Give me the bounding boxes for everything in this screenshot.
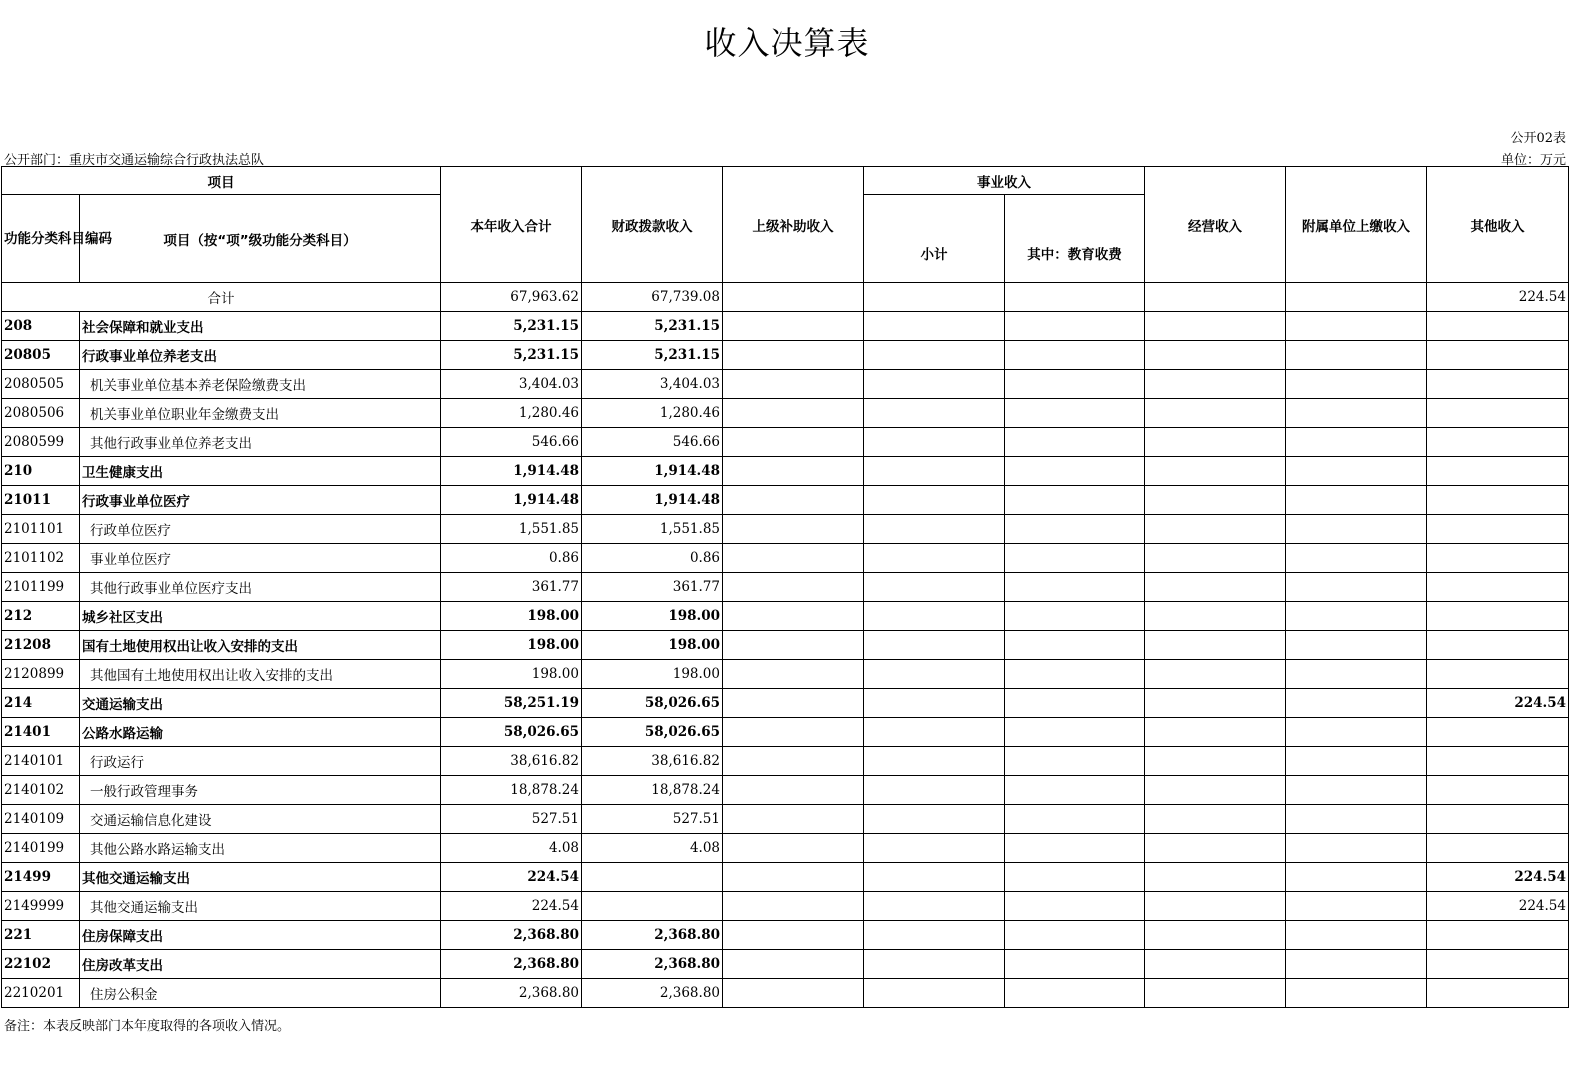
education-cell xyxy=(1005,863,1145,892)
subtotal-cell xyxy=(864,631,1005,660)
total-cell: 2,368.80 xyxy=(441,921,582,950)
fiscal-cell: 58,026.65 xyxy=(582,718,723,747)
other-cell xyxy=(1427,921,1569,950)
subtotal-cell xyxy=(864,602,1005,631)
name-cell: 交通运输支出 xyxy=(80,689,441,718)
table-body xyxy=(2,283,1569,1008)
operating-cell xyxy=(1145,399,1286,428)
table-row xyxy=(2,399,1569,428)
header-subtotal: 小计 xyxy=(864,195,1005,283)
superior-cell xyxy=(723,486,864,515)
header-total: 本年收入合计 xyxy=(441,167,582,283)
fiscal-cell: 198.00 xyxy=(582,660,723,689)
fiscal-cell: 198.00 xyxy=(582,631,723,660)
total-cell: 546.66 xyxy=(441,428,582,457)
education-cell xyxy=(1005,921,1145,950)
operating-cell xyxy=(1145,457,1286,486)
operating-cell xyxy=(1145,747,1286,776)
other-cell xyxy=(1427,718,1569,747)
code-cell: 2080599 xyxy=(2,428,80,457)
table-row xyxy=(2,863,1569,892)
code-cell: 210 xyxy=(2,457,80,486)
name-cell: 行政运行 xyxy=(80,747,441,776)
header-education: 其中：教育收费 xyxy=(1005,195,1145,283)
education-cell xyxy=(1005,312,1145,341)
superior-cell xyxy=(723,979,864,1008)
other-cell xyxy=(1427,979,1569,1008)
superior-cell xyxy=(723,457,864,486)
superior-cell xyxy=(723,805,864,834)
subtotal-cell xyxy=(864,689,1005,718)
revenue-table xyxy=(1,166,1569,1008)
total-cell: 58,026.65 xyxy=(441,718,582,747)
subtotal-cell xyxy=(864,370,1005,399)
code-cell: 21208 xyxy=(2,631,80,660)
operating-cell xyxy=(1145,283,1286,312)
subtotal-cell xyxy=(864,515,1005,544)
subtotal-cell xyxy=(864,544,1005,573)
subtotal-cell xyxy=(864,283,1005,312)
code-cell: 221 xyxy=(2,921,80,950)
superior-cell xyxy=(723,370,864,399)
other-cell xyxy=(1427,834,1569,863)
affiliated-cell xyxy=(1286,805,1427,834)
affiliated-cell xyxy=(1286,544,1427,573)
superior-cell xyxy=(723,747,864,776)
affiliated-cell xyxy=(1286,660,1427,689)
page-title: 收入决算表 xyxy=(704,24,870,62)
total-row xyxy=(2,283,1569,312)
code-cell: 2140199 xyxy=(2,834,80,863)
fiscal-cell: 2,368.80 xyxy=(582,921,723,950)
affiliated-cell xyxy=(1286,631,1427,660)
total-cell: 38,616.82 xyxy=(441,747,582,776)
education-cell xyxy=(1005,370,1145,399)
affiliated-cell xyxy=(1286,863,1427,892)
table-row xyxy=(2,776,1569,805)
affiliated-cell xyxy=(1286,515,1427,544)
footnote: 备注：本表反映部门本年度取得的各项收入情况。 xyxy=(4,1019,291,1034)
affiliated-cell xyxy=(1286,457,1427,486)
fiscal-cell: 3,404.03 xyxy=(582,370,723,399)
fiscal-cell: 5,231.15 xyxy=(582,341,723,370)
other-cell xyxy=(1427,776,1569,805)
superior-cell xyxy=(723,312,864,341)
other-cell xyxy=(1427,660,1569,689)
subtotal-cell xyxy=(864,457,1005,486)
name-cell: 住房保障支出 xyxy=(80,921,441,950)
total-cell: 198.00 xyxy=(441,631,582,660)
code-cell: 2101102 xyxy=(2,544,80,573)
table-row xyxy=(2,805,1569,834)
fiscal-cell: 361.77 xyxy=(582,573,723,602)
table-row xyxy=(2,341,1569,370)
other-cell xyxy=(1427,747,1569,776)
education-cell xyxy=(1005,602,1145,631)
operating-cell xyxy=(1145,689,1286,718)
name-cell: 住房改革支出 xyxy=(80,950,441,979)
total-cell: 1,280.46 xyxy=(441,399,582,428)
education-cell xyxy=(1005,892,1145,921)
table-row xyxy=(2,921,1569,950)
education-cell xyxy=(1005,573,1145,602)
table-row xyxy=(2,457,1569,486)
subtotal-cell xyxy=(864,805,1005,834)
total-cell: 2,368.80 xyxy=(441,979,582,1008)
total-cell: 0.86 xyxy=(441,544,582,573)
fiscal-cell: 38,616.82 xyxy=(582,747,723,776)
other-cell xyxy=(1427,631,1569,660)
name-cell: 国有土地使用权出让收入安排的支出 xyxy=(80,631,441,660)
superior-cell xyxy=(723,544,864,573)
education-cell xyxy=(1005,776,1145,805)
fiscal-cell: 4.08 xyxy=(582,834,723,863)
total-cell: 5,231.15 xyxy=(441,341,582,370)
education-cell xyxy=(1005,399,1145,428)
name-cell: 其他行政事业单位养老支出 xyxy=(80,428,441,457)
code-cell: 2210201 xyxy=(2,979,80,1008)
subtotal-cell xyxy=(864,950,1005,979)
education-cell xyxy=(1005,631,1145,660)
header-business-group: 事业收入 xyxy=(864,167,1145,195)
name-cell: 其他公路水路运输支出 xyxy=(80,834,441,863)
code-cell: 214 xyxy=(2,689,80,718)
fiscal-cell xyxy=(582,892,723,921)
code-cell: 21011 xyxy=(2,486,80,515)
other-cell xyxy=(1427,399,1569,428)
superior-cell xyxy=(723,631,864,660)
affiliated-cell xyxy=(1286,428,1427,457)
fiscal-cell: 0.86 xyxy=(582,544,723,573)
education-cell xyxy=(1005,747,1145,776)
name-cell: 机关事业单位基本养老保险缴费支出 xyxy=(80,370,441,399)
subtotal-cell xyxy=(864,660,1005,689)
education-cell xyxy=(1005,428,1145,457)
subtotal-cell xyxy=(864,399,1005,428)
affiliated-cell xyxy=(1286,312,1427,341)
header-affiliated: 附属单位上缴收入 xyxy=(1286,167,1427,283)
total-cell: 58,251.19 xyxy=(441,689,582,718)
affiliated-cell xyxy=(1286,979,1427,1008)
affiliated-cell xyxy=(1286,718,1427,747)
affiliated-cell xyxy=(1286,747,1427,776)
affiliated-cell xyxy=(1286,573,1427,602)
fiscal-cell: 198.00 xyxy=(582,602,723,631)
affiliated-cell xyxy=(1286,486,1427,515)
other-cell: 224.54 xyxy=(1427,863,1569,892)
operating-cell xyxy=(1145,631,1286,660)
code-cell: 22102 xyxy=(2,950,80,979)
table-row xyxy=(2,718,1569,747)
code-cell: 21401 xyxy=(2,718,80,747)
total-cell: 224.54 xyxy=(441,892,582,921)
fiscal-cell xyxy=(582,863,723,892)
education-cell xyxy=(1005,950,1145,979)
total-label: 合计 xyxy=(2,283,441,312)
other-cell xyxy=(1427,805,1569,834)
superior-cell xyxy=(723,399,864,428)
other-cell xyxy=(1427,370,1569,399)
table-row xyxy=(2,892,1569,921)
affiliated-cell xyxy=(1286,921,1427,950)
fiscal-cell: 2,368.80 xyxy=(582,950,723,979)
superior-cell xyxy=(723,573,864,602)
fiscal-cell: 1,551.85 xyxy=(582,515,723,544)
superior-cell xyxy=(723,892,864,921)
other-cell xyxy=(1427,602,1569,631)
affiliated-cell xyxy=(1286,370,1427,399)
affiliated-cell xyxy=(1286,834,1427,863)
total-cell: 67,963.62 xyxy=(441,283,582,312)
name-cell: 行政事业单位医疗 xyxy=(80,486,441,515)
other-cell: 224.54 xyxy=(1427,283,1569,312)
operating-cell xyxy=(1145,805,1286,834)
education-cell xyxy=(1005,979,1145,1008)
subtotal-cell xyxy=(864,428,1005,457)
name-cell: 一般行政管理事务 xyxy=(80,776,441,805)
education-cell xyxy=(1005,834,1145,863)
subtotal-cell xyxy=(864,341,1005,370)
table-row xyxy=(2,660,1569,689)
code-cell: 2140101 xyxy=(2,747,80,776)
other-cell: 224.54 xyxy=(1427,892,1569,921)
superior-cell xyxy=(723,718,864,747)
total-cell: 361.77 xyxy=(441,573,582,602)
table-row xyxy=(2,979,1569,1008)
total-cell: 18,878.24 xyxy=(441,776,582,805)
code-cell: 2120899 xyxy=(2,660,80,689)
affiliated-cell xyxy=(1286,341,1427,370)
education-cell xyxy=(1005,341,1145,370)
code-cell: 20805 xyxy=(2,341,80,370)
operating-cell xyxy=(1145,834,1286,863)
fiscal-cell: 1,280.46 xyxy=(582,399,723,428)
total-cell: 5,231.15 xyxy=(441,312,582,341)
operating-cell xyxy=(1145,544,1286,573)
subtotal-cell xyxy=(864,863,1005,892)
subtotal-cell xyxy=(864,921,1005,950)
table-row xyxy=(2,515,1569,544)
other-cell xyxy=(1427,573,1569,602)
operating-cell xyxy=(1145,312,1286,341)
name-cell: 行政单位医疗 xyxy=(80,515,441,544)
affiliated-cell xyxy=(1286,283,1427,312)
header-name: 项目（按“项”级功能分类科目） xyxy=(80,195,441,283)
affiliated-cell xyxy=(1286,892,1427,921)
total-cell: 224.54 xyxy=(441,863,582,892)
operating-cell xyxy=(1145,428,1286,457)
table-number: 公开02表 xyxy=(1510,131,1566,146)
other-cell xyxy=(1427,312,1569,341)
fiscal-cell: 1,914.48 xyxy=(582,457,723,486)
total-cell: 1,914.48 xyxy=(441,486,582,515)
name-cell: 交通运输信息化建设 xyxy=(80,805,441,834)
superior-cell xyxy=(723,921,864,950)
code-cell: 2080505 xyxy=(2,370,80,399)
code-cell: 2140109 xyxy=(2,805,80,834)
subtotal-cell xyxy=(864,892,1005,921)
other-cell xyxy=(1427,544,1569,573)
name-cell: 其他国有土地使用权出让收入安排的支出 xyxy=(80,660,441,689)
education-cell xyxy=(1005,486,1145,515)
fiscal-cell: 58,026.65 xyxy=(582,689,723,718)
subtotal-cell xyxy=(864,979,1005,1008)
subtotal-cell xyxy=(864,718,1005,747)
total-cell: 198.00 xyxy=(441,602,582,631)
subtotal-cell xyxy=(864,573,1005,602)
superior-cell xyxy=(723,341,864,370)
total-cell: 527.51 xyxy=(441,805,582,834)
name-cell: 其他行政事业单位医疗支出 xyxy=(80,573,441,602)
table-row xyxy=(2,544,1569,573)
table-row xyxy=(2,573,1569,602)
table-row xyxy=(2,428,1569,457)
affiliated-cell xyxy=(1286,602,1427,631)
table-row xyxy=(2,834,1569,863)
code-cell: 21499 xyxy=(2,863,80,892)
operating-cell xyxy=(1145,660,1286,689)
education-cell xyxy=(1005,457,1145,486)
subtotal-cell xyxy=(864,312,1005,341)
operating-cell xyxy=(1145,515,1286,544)
total-cell: 198.00 xyxy=(441,660,582,689)
code-cell: 2140102 xyxy=(2,776,80,805)
other-cell xyxy=(1427,428,1569,457)
operating-cell xyxy=(1145,776,1286,805)
education-cell xyxy=(1005,689,1145,718)
superior-cell xyxy=(723,863,864,892)
code-cell: 2080506 xyxy=(2,399,80,428)
header-code: 功能分类科目编码 xyxy=(2,195,80,283)
name-cell: 事业单位医疗 xyxy=(80,544,441,573)
fiscal-cell: 5,231.15 xyxy=(582,312,723,341)
department-label: 公开部门：重庆市交通运输综合行政执法总队 xyxy=(4,153,265,168)
operating-cell xyxy=(1145,486,1286,515)
table-row xyxy=(2,747,1569,776)
superior-cell xyxy=(723,428,864,457)
fiscal-cell: 1,914.48 xyxy=(582,486,723,515)
header-fiscal: 财政拨款收入 xyxy=(582,167,723,283)
superior-cell xyxy=(723,950,864,979)
education-cell xyxy=(1005,660,1145,689)
other-cell xyxy=(1427,457,1569,486)
table-row xyxy=(2,631,1569,660)
other-cell xyxy=(1427,515,1569,544)
fiscal-cell: 2,368.80 xyxy=(582,979,723,1008)
other-cell xyxy=(1427,950,1569,979)
operating-cell xyxy=(1145,602,1286,631)
superior-cell xyxy=(723,834,864,863)
operating-cell xyxy=(1145,573,1286,602)
affiliated-cell xyxy=(1286,950,1427,979)
subtotal-cell xyxy=(864,747,1005,776)
name-cell: 其他交通运输支出 xyxy=(80,863,441,892)
table-header xyxy=(2,167,1569,283)
fiscal-cell: 527.51 xyxy=(582,805,723,834)
header-superior: 上级补助收入 xyxy=(723,167,864,283)
operating-cell xyxy=(1145,718,1286,747)
operating-cell xyxy=(1145,921,1286,950)
table-row xyxy=(2,602,1569,631)
superior-cell xyxy=(723,283,864,312)
code-cell: 2149999 xyxy=(2,892,80,921)
subtotal-cell xyxy=(864,486,1005,515)
name-cell: 行政事业单位养老支出 xyxy=(80,341,441,370)
header-project: 项目 xyxy=(2,167,441,195)
name-cell: 城乡社区支出 xyxy=(80,602,441,631)
table-row xyxy=(2,370,1569,399)
table-row xyxy=(2,312,1569,341)
operating-cell xyxy=(1145,950,1286,979)
operating-cell xyxy=(1145,863,1286,892)
total-cell: 1,551.85 xyxy=(441,515,582,544)
operating-cell xyxy=(1145,370,1286,399)
affiliated-cell xyxy=(1286,689,1427,718)
table-row xyxy=(2,950,1569,979)
name-cell: 其他交通运输支出 xyxy=(80,892,441,921)
education-cell xyxy=(1005,515,1145,544)
unit-label: 单位：万元 xyxy=(1500,153,1566,168)
education-cell xyxy=(1005,544,1145,573)
name-cell: 公路水路运输 xyxy=(80,718,441,747)
other-cell xyxy=(1427,341,1569,370)
subtotal-cell xyxy=(864,776,1005,805)
code-cell: 212 xyxy=(2,602,80,631)
education-cell xyxy=(1005,283,1145,312)
total-cell: 3,404.03 xyxy=(441,370,582,399)
superior-cell xyxy=(723,660,864,689)
table-row xyxy=(2,689,1569,718)
education-cell xyxy=(1005,718,1145,747)
name-cell: 机关事业单位职业年金缴费支出 xyxy=(80,399,441,428)
name-cell: 社会保障和就业支出 xyxy=(80,312,441,341)
total-cell: 2,368.80 xyxy=(441,950,582,979)
header-operating: 经营收入 xyxy=(1145,167,1286,283)
fiscal-cell: 67,739.08 xyxy=(582,283,723,312)
fiscal-cell: 546.66 xyxy=(582,428,723,457)
superior-cell xyxy=(723,602,864,631)
superior-cell xyxy=(723,515,864,544)
affiliated-cell xyxy=(1286,776,1427,805)
header-other: 其他收入 xyxy=(1427,167,1569,283)
table-row xyxy=(2,486,1569,515)
fiscal-cell: 18,878.24 xyxy=(582,776,723,805)
superior-cell xyxy=(723,776,864,805)
code-cell: 2101199 xyxy=(2,573,80,602)
superior-cell xyxy=(723,689,864,718)
subtotal-cell xyxy=(864,834,1005,863)
code-cell: 208 xyxy=(2,312,80,341)
education-cell xyxy=(1005,805,1145,834)
operating-cell xyxy=(1145,979,1286,1008)
other-cell xyxy=(1427,486,1569,515)
operating-cell xyxy=(1145,892,1286,921)
total-cell: 1,914.48 xyxy=(441,457,582,486)
other-cell: 224.54 xyxy=(1427,689,1569,718)
code-cell: 2101101 xyxy=(2,515,80,544)
name-cell: 卫生健康支出 xyxy=(80,457,441,486)
operating-cell xyxy=(1145,341,1286,370)
affiliated-cell xyxy=(1286,399,1427,428)
total-cell: 4.08 xyxy=(441,834,582,863)
name-cell: 住房公积金 xyxy=(80,979,441,1008)
